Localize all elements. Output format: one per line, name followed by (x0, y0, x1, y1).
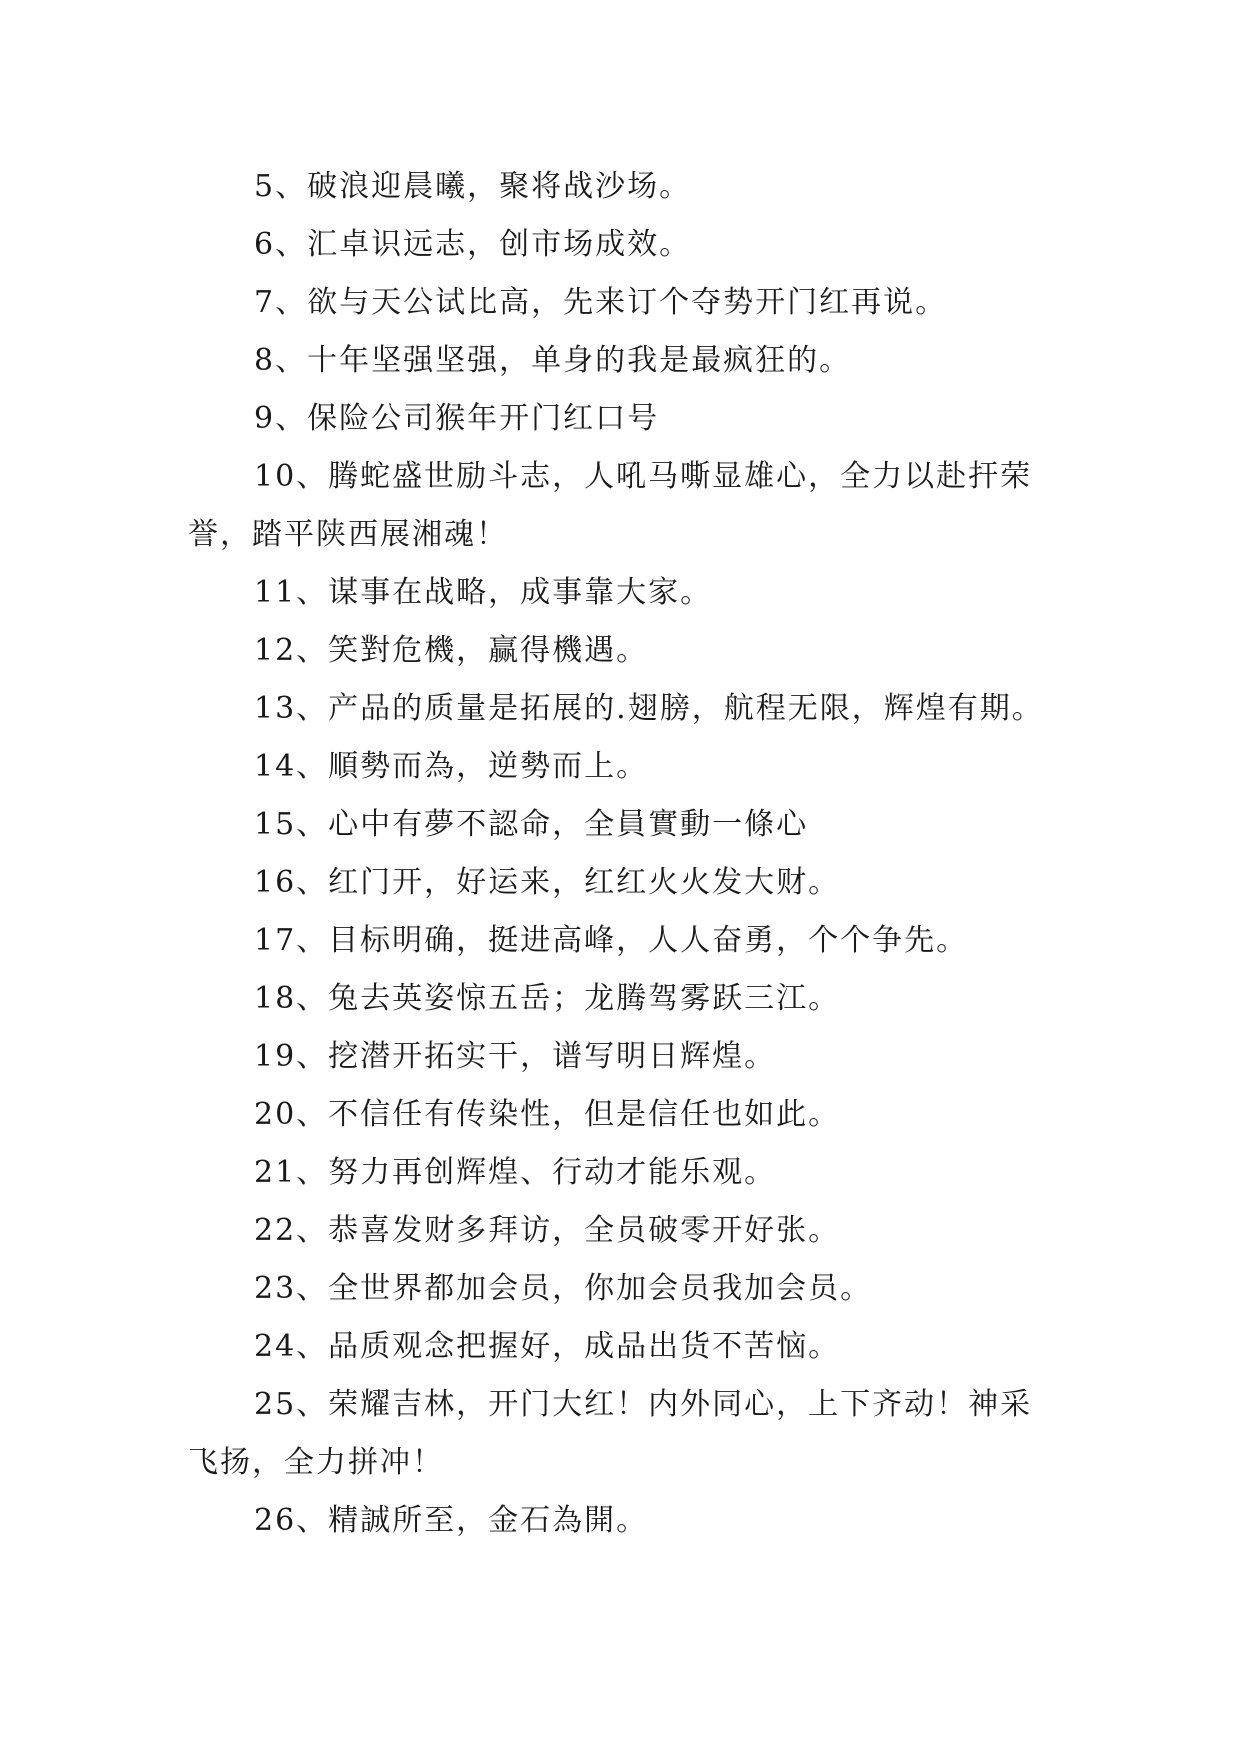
slogan-paragraph: 21、努力再创辉煌、行动才能乐观。 (254, 1155, 777, 1190)
slogan-paragraph: 23、全世界都加会员，你加会员我加会员。 (254, 1271, 873, 1306)
slogan-paragraph: 8、十年坚强坚强，单身的我是最疯狂的。 (254, 343, 852, 378)
slogan-paragraph: 15、心中有夢不認命，全員實動一條心 (254, 807, 809, 842)
slogan-paragraph: 19、挖潜开拓实干，谱写明日辉煌。 (254, 1039, 777, 1074)
slogan-paragraph: 13、产品的质量是拓展的.翅膀，航程无限，辉煌有期。 (254, 691, 1044, 726)
document-body (188, 158, 1058, 1550)
slogan-paragraph: 18、兔去英姿惊五岳；龙腾驾雾跃三江。 (254, 981, 841, 1016)
slogan-paragraph: 10、腾蛇盛世励斗志，人吼马嘶显雄心，全力以赴扞荣誉，踏平陕西展湘魂！ (188, 459, 1033, 552)
slogan-paragraph: 16、红门开，好运来，红红火火发大财。 (254, 865, 841, 900)
slogan-paragraph: 5、破浪迎晨曦，聚将战沙场。 (254, 169, 692, 204)
slogan-paragraph: 25、荣耀吉林，开门大红！内外同心，上下齐动！神采飞扬，全力拼冲！ (188, 1387, 1033, 1480)
slogan-paragraph: 6、汇卓识远志，创市场成效。 (254, 227, 692, 262)
slogan-paragraph: 7、欲与天公试比高，先来订个夺势开门红再说。 (254, 285, 948, 320)
slogan-paragraph: 17、目标明确，挺进高峰，人人奋勇，个个争先。 (254, 923, 969, 958)
slogan-paragraph: 26、精誠所至，金石為開。 (254, 1503, 649, 1538)
slogan-paragraph: 22、恭喜发财多拜访，全员破零开好张。 (254, 1213, 841, 1248)
slogan-paragraph: 20、不信任有传染性，但是信任也如此。 (254, 1097, 841, 1132)
slogan-paragraph: 9、保险公司猴年开门红口号 (254, 401, 660, 436)
slogan-paragraph: 14、順勢而為，逆勢而上。 (254, 749, 649, 784)
slogan-paragraph: 11、谋事在战略，成事靠大家。 (254, 575, 713, 610)
slogan-paragraph: 24、品质观念把握好，成品出货不苦恼。 (254, 1329, 841, 1364)
slogan-paragraph: 12、笑對危機，赢得機遇。 (254, 633, 649, 668)
